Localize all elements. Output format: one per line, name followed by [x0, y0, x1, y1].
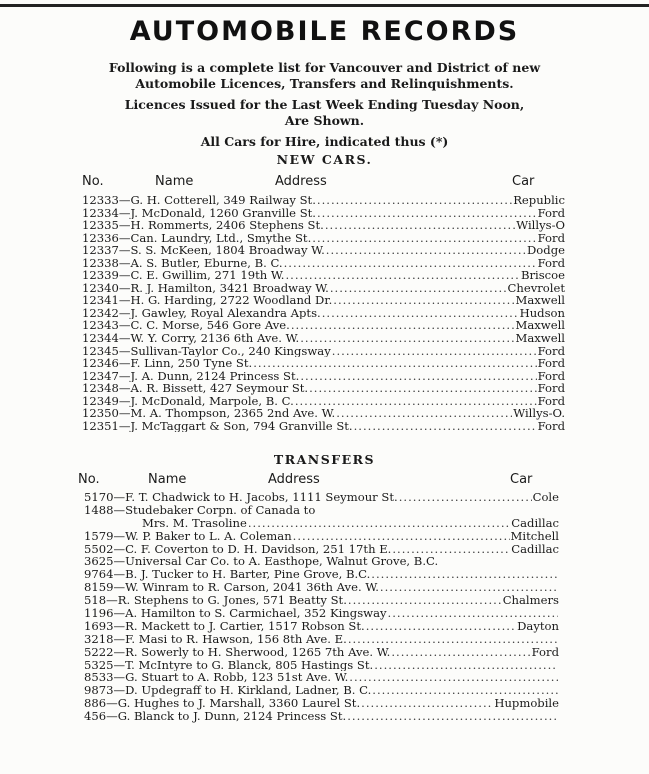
new-car-row	[82, 244, 565, 257]
new-car-entry: 12336—Can. Laundry, Ltd., Smythe St.	[82, 231, 312, 245]
new-cars-col-name: Name	[155, 174, 194, 189]
leader-dots	[348, 633, 558, 646]
leader-dots	[366, 620, 516, 633]
leader-dots	[295, 395, 537, 408]
transfer-row	[84, 607, 559, 620]
transfer-entry: 5222—R. Sowerly to H. Sherwood, 1265 7th Ave. W.	[84, 645, 391, 659]
new-car-make: Ford	[537, 231, 565, 245]
intro-line-2: Automobile Licences, Transfers and Relinquishments.	[135, 76, 514, 91]
new-car-row	[82, 395, 565, 408]
new-cars-col-no: No.	[82, 174, 104, 189]
new-car-make: Maxwell	[515, 332, 565, 345]
transfer-row	[84, 555, 559, 568]
transfer-entry: 1196—A. Hamilton to S. Carmichael, 352 Kingsway	[84, 607, 387, 620]
transfer-row	[84, 633, 559, 646]
transfer-entry: 1693—R. Mackett to J. Cartier, 1517 Robson St.	[84, 619, 365, 633]
new-car-row	[82, 332, 565, 345]
transfer-entry: 886—G. Hughes to J. Marshall, 3360 Laurel St.	[84, 697, 361, 711]
new-car-row	[82, 407, 565, 420]
new-car-entry: 12343—C. C. Morse, 546 Gore Ave.	[82, 319, 290, 333]
new-car-entry: 12339—C. E. Gwillim, 271 19th W.	[82, 269, 285, 282]
new-car-entry: 12346—F. Linn, 250 Tyne St.	[82, 357, 253, 370]
intro-line-1: Following is a complete list for Vancouver and District of new	[108, 60, 541, 75]
new-car-make: Dodge	[527, 244, 565, 257]
new-car-make: Maxwell	[515, 319, 565, 333]
transfer-row	[84, 530, 559, 543]
new-car-row	[82, 282, 565, 295]
leader-dots	[336, 407, 512, 420]
leader-dots	[284, 257, 537, 270]
new-car-entry: 12351—J. McTaggart & Son, 794 Granville St.	[82, 419, 353, 433]
transfer-row	[84, 568, 559, 581]
new-car-make: Briscoe	[520, 269, 565, 282]
new-car-row	[82, 257, 565, 270]
new-car-entry: 12341—H. G. Harding, 2722 Woodland Dr.	[82, 294, 333, 307]
transfer-entry: 5325—T. McIntyre to G. Blanck, 805 Hastings St.	[84, 658, 374, 672]
transfer-entry: 9764—B. J. Tucker to H. Barter, Pine Grove, B.C.	[84, 568, 371, 582]
transfer-entry: 1488—Studebaker Corpn. of Canada to	[84, 503, 316, 517]
new-car-make: Ford	[537, 256, 565, 270]
leader-dots	[291, 319, 515, 332]
transfer-entry: 3625—Universal Car Co. to A. Easthope, Walnut Grove, B.C.	[84, 555, 439, 569]
new-car-row	[82, 219, 565, 232]
new-car-entry: 12337—S. S. McKeen, 1804 Broadway W.	[82, 244, 325, 257]
new-car-make: Republic	[513, 194, 565, 207]
new-car-make: Ford	[537, 357, 565, 370]
new-car-row	[82, 345, 565, 358]
new-car-row	[82, 307, 565, 320]
leader-dots	[333, 294, 514, 307]
transfer-entry: 8533—G. Stuart to A. Robb, 123 51st Ave. W.	[84, 671, 349, 685]
page-title: AUTOMOBILE RECORDS	[129, 16, 520, 47]
new-cars-col-car: Car	[512, 174, 535, 189]
transfer-row	[84, 620, 559, 633]
leader-dots	[332, 345, 537, 358]
leader-dots	[380, 581, 558, 594]
new-car-row	[82, 207, 565, 220]
transfer-car-make: Mitchell	[510, 529, 559, 543]
transfer-row	[84, 697, 559, 710]
leader-dots	[354, 420, 537, 433]
transfer-entry: 9873—D. Updegraff to H. Kirkland, Ladner, B. C.	[84, 684, 372, 698]
new-car-row	[82, 420, 565, 433]
leader-dots	[326, 244, 526, 257]
leader-dots	[388, 607, 558, 620]
transfer-row	[84, 491, 559, 504]
new-car-entry: 12345—Sullivan-Taylor Co., 240 Kingsway	[82, 344, 331, 358]
transfer-row	[84, 710, 559, 723]
new-car-entry: 12334—J. McDonald, 1260 Granville St.	[82, 206, 316, 220]
leader-dots	[371, 568, 558, 581]
leader-dots	[312, 232, 536, 245]
transfer-row	[84, 684, 559, 697]
new-car-entry: 12348—A. R. Bissett, 427 Seymour St.	[82, 382, 309, 395]
transfer-car-make: Dayton	[517, 619, 559, 633]
leader-dots	[347, 710, 558, 723]
leader-dots	[322, 307, 519, 320]
new-car-entry: 12338—A. S. Butler, Eburne, B. C.	[82, 256, 283, 270]
leader-dots	[399, 491, 532, 504]
leader-dots	[300, 332, 514, 345]
new-car-make: Willys-O	[516, 219, 565, 232]
transfer-car-make: Chalmers	[502, 594, 559, 608]
leader-dots	[293, 530, 510, 543]
transfer-car-make: Cadillac	[511, 516, 559, 530]
leader-dots	[392, 543, 510, 556]
transfers-col-car: Car	[510, 472, 533, 487]
new-car-entry: 12344—W. Y. Corry, 2136 6th Ave. W.	[82, 332, 300, 345]
new-car-entry: 12350—M. A. Thompson, 2365 2nd Ave. W.	[82, 407, 336, 420]
transfer-row	[84, 517, 559, 530]
leader-dots	[253, 357, 536, 370]
leader-dots	[317, 194, 512, 207]
new-cars-col-address: Address	[275, 174, 327, 189]
leader-dots	[348, 594, 502, 607]
transfer-entry: 5502—C. F. Coverton to D. H. Davidson, 251 17th E.	[84, 542, 392, 556]
transfer-entry: 456—G. Blanck to J. Dunn, 2124 Princess St.	[84, 710, 347, 724]
transfers-heading: TRANSFERS	[273, 452, 376, 467]
new-cars-list	[82, 194, 565, 432]
transfers-list	[84, 491, 559, 723]
new-car-make: Ford	[537, 382, 565, 395]
intro-line-4: Are Shown.	[284, 113, 365, 128]
transfer-row	[84, 504, 559, 517]
transfer-row	[84, 671, 559, 684]
new-car-row	[82, 370, 565, 383]
leader-dots	[248, 517, 510, 530]
new-car-entry: 12335—H. Rommerts, 2406 Stephens St.	[82, 219, 324, 232]
top-rule	[0, 4, 649, 7]
new-car-row	[82, 319, 565, 332]
intro-line-3: Licences Issued for the Last Week Ending Tuesday Noon,	[124, 97, 525, 112]
new-car-row	[82, 294, 565, 307]
new-car-make: Willys-O.	[513, 407, 565, 420]
transfer-row	[84, 581, 559, 594]
transfers-col-no: No.	[78, 472, 100, 487]
new-car-make: Ford	[537, 369, 565, 383]
leader-dots	[391, 646, 530, 659]
new-car-make: Ford	[537, 419, 565, 433]
new-cars-heading: NEW CARS.	[276, 152, 373, 167]
new-car-make: Ford	[537, 206, 565, 220]
leader-dots	[361, 697, 493, 710]
new-car-row	[82, 194, 565, 207]
transfer-car-make: Hupmobile	[494, 697, 559, 711]
new-car-entry: 12340—R. J. Hamilton, 3421 Broadway W.	[82, 281, 329, 295]
transfers-col-address: Address	[268, 472, 320, 487]
transfer-entry: 518—R. Stephens to G. Jones, 571 Beatty St.	[84, 594, 347, 608]
leader-dots	[317, 207, 537, 220]
new-car-make: Ford	[537, 344, 565, 358]
new-car-row	[82, 232, 565, 245]
transfer-row	[84, 594, 559, 607]
new-car-row	[82, 357, 565, 370]
leader-dots	[300, 370, 536, 383]
leader-dots	[285, 269, 519, 282]
new-car-row	[82, 269, 565, 282]
transfer-car-make: Cadillac	[511, 542, 559, 556]
transfer-entry: 8159—W. Winram to R. Carson, 2041 36th Ave. W.	[84, 581, 379, 595]
intro-line-5: All Cars for Hire, indicated thus (*)	[200, 134, 449, 149]
transfers-col-name: Name	[148, 472, 187, 487]
new-car-make: Maxwell	[515, 294, 565, 307]
transfer-entry: 3218—F. Masi to R. Hawson, 156 8th Ave. E.	[84, 632, 347, 646]
transfer-entry: Mrs. M. Trasoline	[142, 516, 247, 530]
new-car-row	[82, 382, 565, 395]
leader-dots	[309, 382, 537, 395]
new-car-make: Ford	[537, 394, 565, 408]
leader-dots	[325, 219, 515, 232]
new-car-entry: 12333—G. H. Cotterell, 349 Railway St.	[82, 194, 316, 207]
transfer-car-make: Ford	[531, 645, 559, 659]
transfer-row	[84, 659, 559, 672]
transfer-row	[84, 646, 559, 659]
transfer-entry: 1579—W. P. Baker to L. A. Coleman	[84, 529, 292, 543]
new-car-entry: 12347—J. A. Dunn, 2124 Princess St.	[82, 369, 300, 383]
leader-dots	[374, 659, 558, 672]
transfer-car-make: Cole	[532, 491, 559, 504]
leader-dots	[330, 282, 507, 295]
transfer-row	[84, 543, 559, 556]
leader-dots	[349, 671, 558, 684]
new-car-entry: 12342—J. Gawley, Royal Alexandra Apts.	[82, 306, 321, 320]
new-car-make: Hudson	[519, 306, 565, 320]
leader-dots	[372, 684, 558, 697]
transfer-entry: 5170—F. T. Chadwick to H. Jacobs, 1111 Seymour St.	[84, 491, 398, 504]
new-car-entry: 12349—J. McDonald, Marpole, B. C.	[82, 394, 294, 408]
new-car-make: Chevrolet	[507, 281, 565, 295]
